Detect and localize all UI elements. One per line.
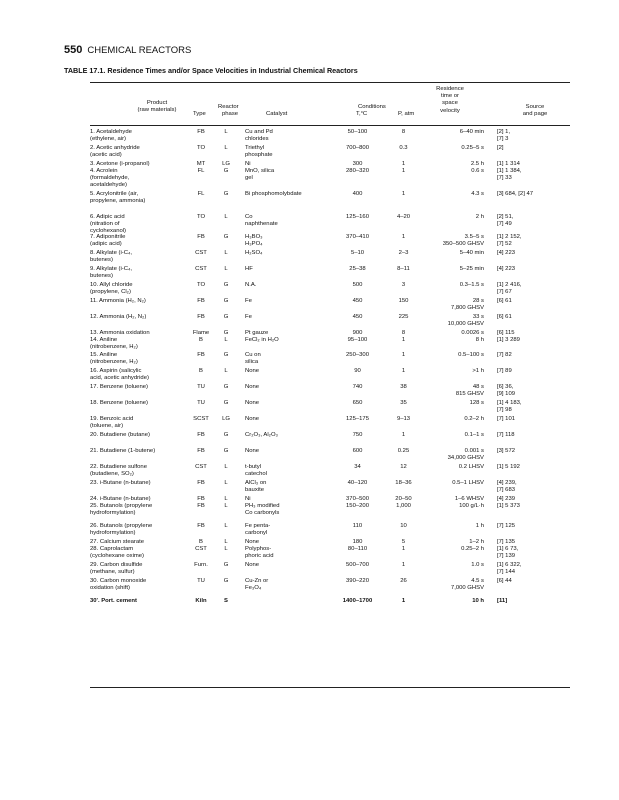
reactor-type-cell: CST [195,464,207,470]
product-cell: 12. Ammonia (H₂, N₂) [90,314,147,320]
reactor-phase-cell: G [223,578,229,584]
header-rule [90,125,570,126]
catalyst-cell: Cu and Pd chlorides [245,129,273,143]
catalyst-cell: H₃BO₃ H₃PO₄ [245,234,263,248]
source-cell: [1] 5 373 [497,503,520,509]
temperature-cell: 300 [352,161,363,167]
pressure-cell: 1 [401,562,406,568]
product-cell: 8. Alkylate (i-C₄, butenes) [90,250,133,264]
catalyst-cell: Polyphos- phoric acid [245,546,274,560]
reactor-type-cell: MT [196,161,206,167]
reactor-type-cell: SCST [193,416,209,422]
source-cell: [4] 223 [497,250,516,256]
reactor-type-cell: FB [197,448,205,454]
product-cell: 1. Acetaldehyde (ethylene, air) [90,129,132,143]
residence-time-cell: 1.0 s [471,562,484,568]
reactor-phase-cell: L [224,337,228,343]
product-cell: 28. Caprolactam (cyclohexane oxime) [90,546,145,560]
source-cell: [1] 6 73, [7] 139 [497,546,519,560]
pressure-cell: 225 [398,314,409,320]
table-bottom-rule [90,687,570,688]
reactor-phase-cell: G [223,282,229,288]
product-cell: 13. Ammonia oxidation [90,330,150,336]
reactor-type-cell: FB [197,503,205,509]
running-title: CHEMICAL REACTORS [87,45,192,56]
catalyst-cell: Ni [245,161,251,167]
temperature-cell: 34 [354,464,361,470]
header-catalyst: Catalyst [266,111,288,117]
pressure-cell: 1 [401,191,406,197]
product-cell: 15. Aniline (nitrobenzene, H₂) [90,352,138,366]
pressure-cell: 150 [398,298,409,304]
residence-time-cell: 0.5–1 LHSV [452,480,484,486]
header-phase: phase [222,111,239,117]
catalyst-cell: PH₃ modified Co carbonyls [245,503,280,517]
reactor-type-cell: FB [197,298,205,304]
residence-time-cell: 3.5–5 s 350–500 GHSV [442,234,484,248]
residence-time-cell: 10 h [472,598,484,604]
catalyst-cell: None [245,416,260,422]
reactor-phase-cell: G [223,384,229,390]
temperature-cell: 5–10 [350,250,365,256]
catalyst-cell: None [245,448,260,454]
pressure-cell: 8 [401,330,406,336]
reactor-type-cell: TU [197,384,205,390]
product-cell: 30'. Port. cement [90,598,137,604]
product-cell: 3. Acetone (i-propanol) [90,161,150,167]
temperature-cell: 650 [352,400,363,406]
residence-time-cell: 1–6 WHSV [454,496,484,502]
reactor-type-cell: Furn. [194,562,208,568]
reactor-type-cell: FL [197,191,205,197]
reactor-type-cell: FB [197,234,205,240]
reactor-phase-cell: G [223,562,229,568]
source-cell: [4] 239, [7] 683 [497,480,517,494]
temperature-cell: 500–700 [346,562,369,568]
residence-time-cell: 5–40 min [459,250,484,256]
pressure-cell: 1 [401,168,406,174]
reactor-phase-cell: G [223,448,229,454]
header-source: Source and page [522,104,548,118]
residence-time-cell: 2 h [475,214,484,220]
residence-time-cell: 28 s 7,800 GHSV [450,298,484,312]
reactor-phase-cell: G [223,234,229,240]
source-cell: [6] 115 [497,330,515,336]
catalyst-cell: Triethyl phosphate [245,145,273,159]
reactor-type-cell: CST [195,250,207,256]
reactor-phase-cell: LG [222,416,230,422]
source-cell: [7] 101 [497,416,516,422]
source-cell: [1] 1 384, [7] 33 [497,168,522,182]
source-cell: [7] 118 [497,432,515,438]
catalyst-cell: Co naphthenate [245,214,278,228]
product-cell: 30. Carbon monoxide oxidation (shift) [90,578,147,592]
product-cell: 22. Butadiene sulfone (butadiene, SO₂) [90,464,147,478]
reactor-type-cell: TO [196,214,206,220]
source-cell: [7] 125 [497,523,516,529]
header-reactor: Reactor [218,104,239,110]
product-cell: 27. Calcium stearate [90,539,145,545]
temperature-cell: 390–220 [346,578,369,584]
temperature-cell: 110 [352,523,363,529]
reactor-type-cell: Flame [192,330,210,336]
residence-time-cell: 0.3–1.5 s [459,282,484,288]
source-cell: [6] 61 [497,314,512,320]
pressure-cell: 4–20 [396,214,411,220]
reactor-phase-cell: G [223,432,229,438]
source-cell: [2] [497,145,504,151]
source-cell: [7] 135 [497,539,516,545]
catalyst-cell: Cr₂O₃, Al₂O₃ [245,432,278,438]
reactor-type-cell: FB [197,523,205,529]
product-cell: 23. i-Butane (n-butane) [90,480,151,486]
catalyst-cell: Ni [245,496,251,502]
reactor-type-cell: FB [197,129,205,135]
source-cell: [1] 1 314 [497,161,520,167]
catalyst-cell: Pt gauze [245,330,269,336]
pressure-cell: 3 [401,282,406,288]
product-cell: 19. Benzoic acid (toluene, air) [90,416,134,430]
pressure-cell: 1 [401,161,406,167]
residence-time-cell: 33 s 10,000 GHSV [447,314,484,328]
pressure-cell: 0.25 [397,448,410,454]
product-cell: 5. Acrylonitrile (air, propylene, ammonia) [90,191,146,205]
reactor-phase-cell: L [224,266,228,272]
reactor-type-cell: Kiln [195,598,207,604]
pressure-cell: 9–13 [396,416,411,422]
residence-time-cell: 1 h [475,523,484,529]
product-cell: 9. Alkylate (i-C₄, butenes) [90,266,133,280]
reactor-phase-cell: G [223,298,229,304]
residence-times-table [90,82,570,688]
pressure-cell: 5 [401,539,406,545]
temperature-cell: 150–200 [346,503,369,509]
temperature-cell: 90 [354,368,361,374]
catalyst-cell: Cu-Zn or Fe₃O₄ [245,578,269,592]
pressure-cell: 8–11 [397,266,410,272]
source-cell: [4] 239 [497,496,516,502]
source-cell: [11] [497,598,508,604]
product-cell: 26. Butanols (propylene hydroformylation) [90,523,153,537]
reactor-type-cell: TU [197,578,205,584]
product-cell: 21. Butadiene (1-butene) [90,448,156,454]
reactor-type-cell: B [199,337,203,343]
reactor-phase-cell: G [223,400,229,406]
product-cell: 7. Adiponitrile (adipic acid) [90,234,126,248]
temperature-cell: 80–110 [347,546,368,552]
reactor-phase-cell: L [224,250,228,256]
residence-time-cell: 4.3 s [471,191,484,197]
temperature-cell: 125–175 [346,416,369,422]
catalyst-cell: H₂SO₄ [245,250,263,256]
catalyst-cell: Bi phosphomolybdate [245,191,302,197]
product-cell: 14. Aniline (nitrobenzene, H₂) [90,337,138,351]
residence-time-cell: 6–40 min [459,129,484,135]
reactor-phase-cell: G [223,191,229,197]
temperature-cell: 700–800 [346,145,369,151]
source-cell: [3] 572 [497,448,516,454]
reactor-type-cell: FB [197,352,205,358]
product-cell: 20. Butadiene (butane) [90,432,150,438]
product-cell: 17. Benzene (toluene) [90,384,148,390]
pressure-cell: 10 [400,523,407,529]
pressure-cell: 1 [401,352,406,358]
reactor-type-cell: B [199,539,203,545]
reactor-type-cell: FB [197,496,205,502]
reactor-phase-cell: L [224,214,228,220]
reactor-phase-cell: L [224,503,228,509]
pressure-cell: 0.3 [399,145,408,151]
temperature-cell: 1400–1700 [342,598,373,604]
header-type: Type [193,111,206,117]
product-cell: 2. Acetic anhydride (acetic acid) [90,145,140,159]
reactor-type-cell: FB [197,480,205,486]
catalyst-cell: Fe [245,314,252,320]
residence-time-cell: 0.001 s 34,000 GHSV [447,448,484,462]
catalyst-cell: None [245,368,260,374]
product-cell: 16. Aspirin (salicylic acid, acetic anhydride) [90,368,149,382]
temperature-cell: 40–120 [347,480,368,486]
temperature-cell: 250–300 [346,352,369,358]
catalyst-cell: Fe [245,298,252,304]
product-cell: 18. Benzene (toluene) [90,400,148,406]
reactor-phase-cell: L [224,546,228,552]
temperature-cell: 180 [352,539,363,545]
pressure-cell: 38 [400,384,407,390]
product-cell: 24. i-Butane (n-butane) [90,496,151,502]
catalyst-cell: None [245,400,260,406]
residence-time-cell: 4.5 s 7,000 GHSV [450,578,484,592]
reactor-phase-cell: L [224,464,228,470]
temperature-cell: 500 [352,282,363,288]
reactor-phase-cell: L [224,368,228,374]
reactor-type-cell: FB [197,432,205,438]
catalyst-cell: N.A. [245,282,257,288]
reactor-phase-cell: S [224,598,228,604]
table-caption: TABLE 17.1. Residence Times and/or Space Velocities in Industrial Chemical Reactors [64,66,358,75]
catalyst-cell: Fe penta- carbonyl [245,523,271,537]
pressure-cell: 35 [400,400,407,406]
source-cell: [7] 82 [497,352,512,358]
reactor-phase-cell: G [223,330,229,336]
source-cell: [6] 36, [9] 109 [497,384,516,398]
reactor-phase-cell: L [224,523,228,529]
reactor-phase-cell: L [224,496,228,502]
catalyst-cell: HF [245,266,253,272]
temperature-cell: 370–410 [346,234,369,240]
reactor-phase-cell: G [223,168,229,174]
source-cell: [1] 5 192 [497,464,520,470]
pressure-cell: 2–3 [398,250,409,256]
reactor-type-cell: FB [197,314,205,320]
pressure-cell: 12 [400,464,407,470]
temperature-cell: 450 [352,314,363,320]
residence-time-cell: 8 h [475,337,484,343]
product-cell: 29. Carbon disulfide (methane, sulfur) [90,562,143,576]
catalyst-cell: FeCl₂ in H₂O [245,337,279,343]
pressure-cell: 26 [400,578,407,584]
reactor-phase-cell: G [223,352,229,358]
source-cell: [1] 2 152, [7] 52 [497,234,522,248]
source-cell: [3] 684, [2] 47 [497,191,534,197]
pressure-cell: 1 [401,234,406,240]
temperature-cell: 900 [352,330,363,336]
reactor-type-cell: TU [197,400,205,406]
pressure-cell: 1 [401,337,406,343]
reactor-phase-cell: G [223,314,229,320]
running-header [64,44,191,56]
product-cell: 10. Allyl chloride (propylene, Cl₂) [90,282,133,296]
reactor-type-cell: CST [195,546,207,552]
residence-time-cell: 0.5–100 s [458,352,484,358]
temperature-cell: 125–160 [346,214,369,220]
residence-time-cell: 0.6 s [471,168,484,174]
header-residence-time: Residence time or space velocity [436,86,464,114]
temperature-cell: 50–100 [347,129,368,135]
residence-time-cell: 0.2 LHSV [458,464,484,470]
reactor-phase-cell: L [224,145,228,151]
reactor-phase-cell: L [224,539,228,545]
reactor-type-cell: B [199,368,203,374]
source-cell: [1] 6 322, [7] 144 [497,562,522,576]
catalyst-cell: MnO, silica gel [245,168,275,182]
catalyst-cell: AlCl₃ on bauxite [245,480,267,494]
catalyst-cell: None [245,539,260,545]
pressure-cell: 18–36 [395,480,412,486]
pressure-cell: 20–50 [395,496,412,502]
residence-time-cell: 0.25–2 h [461,546,484,552]
pressure-cell: 1 [401,546,406,552]
reactor-type-cell: TO [196,145,206,151]
source-cell: [6] 61 [497,298,512,304]
product-cell: 25. Butanols (propylene hydroformylation) [90,503,153,517]
reactor-phase-cell: LG [222,161,230,167]
product-cell: 11. Ammonia (H₂, N₂) [90,298,146,304]
residence-time-cell: >1 h [472,368,484,374]
table-top-rule [90,82,570,83]
temperature-cell: 370–500 [346,496,369,502]
catalyst-cell: t-butyl catechol [245,464,267,478]
reactor-type-cell: TO [196,282,206,288]
catalyst-cell: None [245,384,260,390]
residence-time-cell: 0.0026 s [461,330,484,336]
source-cell: [7] 89 [497,368,512,374]
residence-time-cell: 48 s 815 GHSV [455,384,484,398]
residence-time-cell: 0.2–2 h [464,416,484,422]
product-cell: 4. Acrolein (formaldehyde, acetaldehyde) [90,168,130,189]
pressure-cell: 8 [401,129,406,135]
temperature-cell: 25–38 [349,266,366,272]
residence-time-cell: 0.1–1 s [464,432,484,438]
header-pressure: P, atm [398,111,415,117]
temperature-cell: 600 [352,448,363,454]
temperature-cell: 450 [352,298,363,304]
residence-time-cell: 0.25–5 s [461,145,484,151]
product-cell: 6. Adipic acid (nitration of cyclohexanol) [90,214,127,235]
residence-time-cell: 100 g/L·h [459,503,484,509]
temperature-cell: 750 [352,432,363,438]
residence-time-cell: 2.5 h [470,161,484,167]
source-cell: [1] 3 289 [497,337,520,343]
residence-time-cell: 1–2 h [469,539,484,545]
reactor-phase-cell: L [224,480,228,486]
source-cell: [2] 51, [7] 49 [497,214,514,228]
page-number: 550 [64,44,83,56]
residence-time-cell: 128 s [469,400,484,406]
header-conditions: Conditions [358,104,386,110]
reactor-type-cell: FL [197,168,205,174]
source-cell: [4] 223 [497,266,516,272]
temperature-cell: 280–320 [346,168,369,174]
temperature-cell: 400 [352,191,363,197]
pressure-cell: 1,000 [396,503,411,509]
catalyst-cell: None [245,562,260,568]
pressure-cell: 1 [401,598,406,604]
catalyst-cell: Cu on silica [245,352,261,366]
pressure-cell: 1 [401,432,406,438]
header-product: Product (raw materials) [137,100,177,114]
source-cell: [2] 1, [7] 3 [497,129,511,143]
temperature-cell: 95–100 [347,337,368,343]
source-cell: [6] 44 [497,578,512,584]
pressure-cell: 1 [401,368,406,374]
source-cell: [1] 4 183, [7] 98 [497,400,522,414]
source-cell: [1] 2 416, [7] 67 [497,282,522,296]
reactor-phase-cell: L [224,129,228,135]
temperature-cell: 740 [352,384,363,390]
header-temperature: T,°C [356,111,368,117]
reactor-type-cell: CST [195,266,207,272]
residence-time-cell: 5–25 min [459,266,484,272]
